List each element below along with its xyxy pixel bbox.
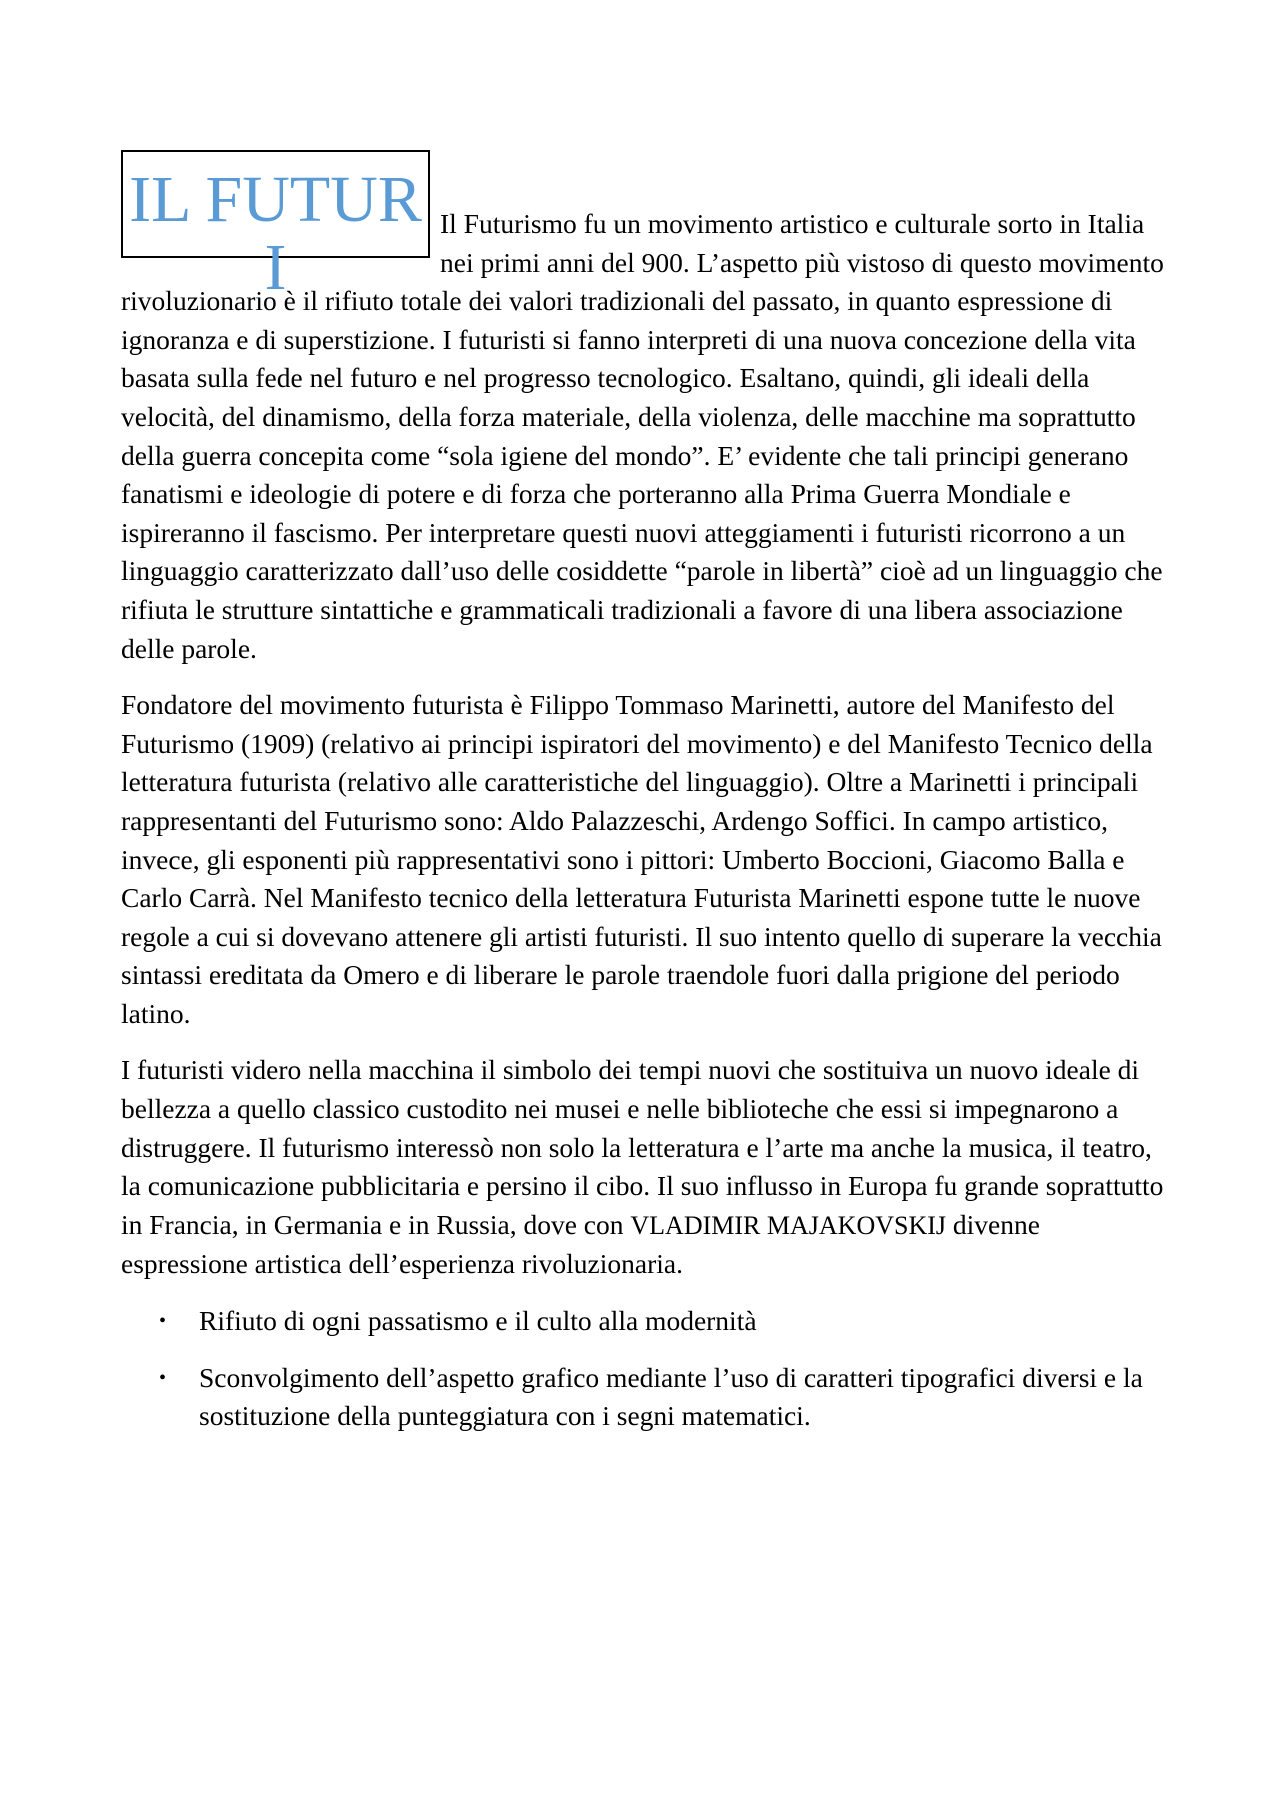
bullet-list bbox=[121, 1302, 1166, 1436]
bullet-icon: • bbox=[159, 1310, 167, 1333]
document-body bbox=[121, 163, 1166, 1454]
majakovskij-name: VLADIMIR MAJAKOVSKIJ bbox=[630, 1210, 947, 1240]
list-item-text: Sconvolgimento dell’aspetto grafico mediante l’uso di caratteri tipografici diversi e la sostituzione della punteggiatura con i segni matematici. bbox=[199, 1361, 1143, 1432]
list-item bbox=[121, 1359, 1166, 1436]
bullet-icon: • bbox=[159, 1366, 167, 1389]
list-item-text: Rifiuto di ogni passatismo e il culto alla modernità bbox=[199, 1305, 757, 1337]
title-text: IL FUTURI bbox=[129, 163, 422, 304]
paragraph-founder: Fondatore del movimento futurista è Filippo Tommaso Marinetti, autore del Manifesto del Futurismo (1909) (relativo ai principi ispiratori del movimento) e del Manifesto Tecnico della letteratura futurista (relativo alle caratteristiche del linguaggio). Oltre a Marinetti i principali rappresentanti del Futurismo sono: Aldo Palazzeschi, Ardengo Soffici. In campo artistico, invece, gli esponenti più rappresentativi sono i pittori: Umberto Boccioni, Giacomo Balla e Carlo Carrà. Nel Manifesto tecnico della letteratura Futurista Marinetti espone tutte le nuove regole a cui si dovevano attenere gli artisti futuristi. Il suo intento quello di superare la vecchia sintassi ereditata da Omero e di liberare le parole traendole fuori dalla prigione del periodo latino. bbox=[121, 689, 1162, 1029]
title-text-box bbox=[121, 150, 430, 304]
list-item bbox=[121, 1302, 1166, 1341]
paragraph-intro: Il Futurismo fu un movimento artistico e culturale sorto in Italia nei primi anni del 900. L’aspetto più vistoso di questo movimento rivoluzionario è il rifiuto totale dei valori tradizionali del passato, in quanto espressione di ignoranza e di superstizione. I futuristi si fanno interpreti di una nuova concezione della vita basata sulla fede nel futuro e nel progresso tecnologico. Esaltano, quindi, gli ideali della velocità, del dinamismo, della forza materiale, della violenza, delle macchine ma soprattutto della guerra concepita come “sola igiene del mondo”. E’ evidente che tali principi generano fanatismi e ideologie di potere e di forza che porteranno alla Prima Guerra Mondiale e ispireranno il fascismo. Per interpretare questi nuovi atteggiamenti i futuristi ricorrono a un linguaggio caratterizzato dall’uso delle cosiddette “parole in libertà” cioè ad un linguaggio che rifiuta le strutture sintattiche e grammaticali tradizionali a favore di una libera associazione delle parole. bbox=[121, 208, 1164, 664]
paragraph-influence bbox=[121, 1051, 1166, 1284]
paragraph-influence-text-start: I futuristi videro nella macchina il simbolo dei tempi nuovi che sostituiva un nuovo ideale di bellezza a quello classico custodito nei musei e nelle biblioteche che essi si impegnarono a distruggere. Il futurismo interessò non solo la letteratura e l’arte ma anche la musica, il teatro, la comunicazione pubblicitaria e persino il cibo. Il suo influsso in Europa fu grande soprattutto in Francia, in Germania e in Russia, dove con bbox=[121, 1054, 1164, 1240]
paragraph-influence-text-end: divenne espressione artistica dell’esperienza rivoluzionaria. bbox=[121, 1208, 1040, 1280]
